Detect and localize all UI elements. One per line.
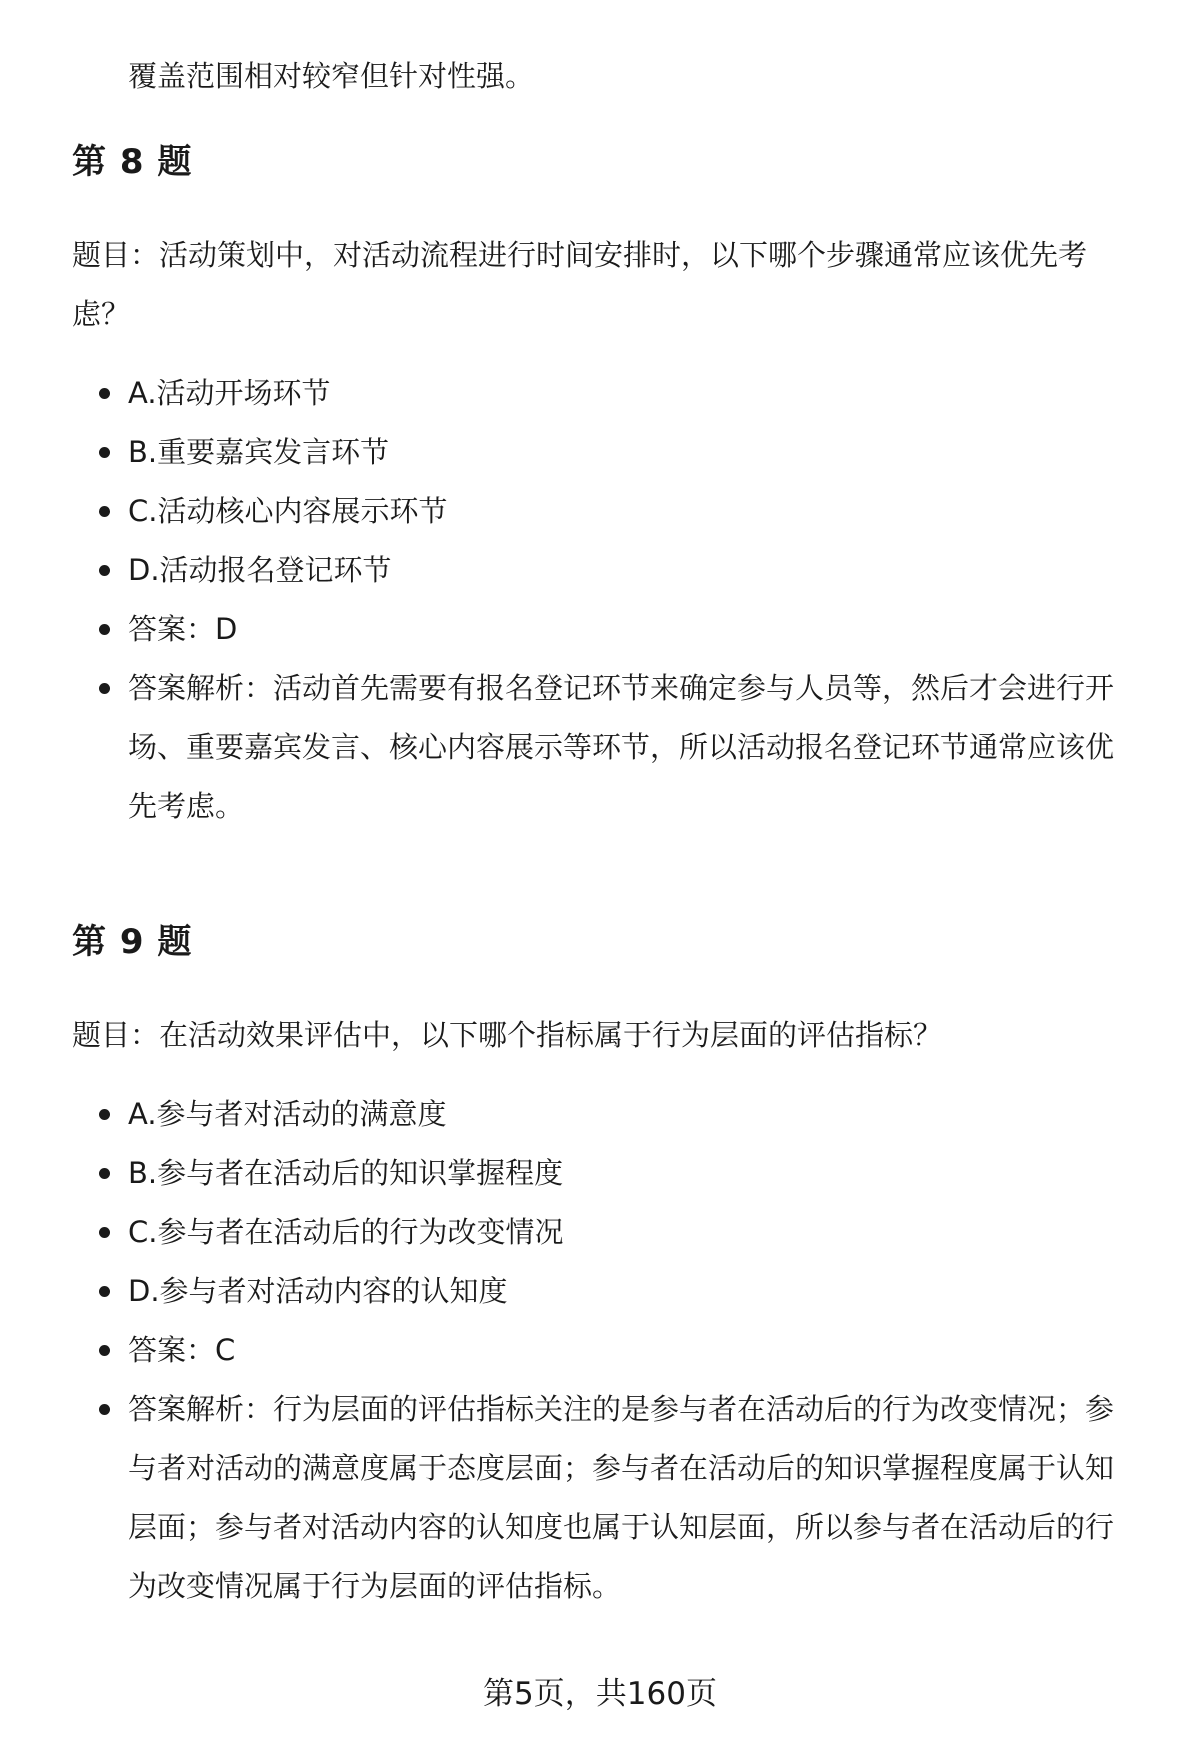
bullet-icon	[99, 1345, 110, 1356]
option-item-c	[72, 1203, 1142, 1262]
option-list	[72, 1085, 1142, 1616]
question-text: 题目：在活动效果评估中，以下哪个指标属于行为层面的评估指标？	[72, 1018, 943, 1052]
option-label: D.参与者对活动内容的认知度	[128, 1274, 508, 1308]
bullet-icon	[99, 1227, 110, 1238]
explanation-text: 答案解析：行为层面的评估指标关注的是参与者在活动后的行为改变情况；参与者对活动的满意度属于态度层面；参与者在活动后的知识掌握程度属于认知层面；参与者对活动内容的认知度也属于认知层面，所以参与者在活动后的行为改变情况属于行为层面的评估指标。	[128, 1392, 1115, 1603]
bullet-icon	[99, 624, 110, 635]
page-number: 第5页，共160页	[483, 1676, 717, 1712]
option-item-a	[72, 1085, 1142, 1144]
option-label: D.活动报名登记环节	[128, 553, 392, 587]
option-item-c	[72, 482, 1142, 541]
question-text: 题目：活动策划中，对活动流程进行时间安排时，以下哪个步骤通常应该优先考虑？	[72, 238, 1088, 331]
option-label: C.参与者在活动后的行为改变情况	[128, 1215, 564, 1249]
question-block-8	[72, 140, 1142, 836]
bullet-icon	[99, 1286, 110, 1297]
bullet-icon	[99, 1109, 110, 1120]
option-item-b	[72, 423, 1142, 482]
option-list	[72, 364, 1142, 836]
option-label: C.活动核心内容展示环节	[128, 494, 448, 528]
option-label: A.参与者对活动的满意度	[128, 1097, 447, 1131]
answer-text: 答案：D	[128, 612, 238, 646]
explanation-item	[72, 1380, 1142, 1616]
option-label: B.参与者在活动后的知识掌握程度	[128, 1156, 564, 1190]
continuation-text: 覆盖范围相对较窄但针对性强。	[128, 59, 535, 93]
option-item-a	[72, 364, 1142, 423]
bullet-icon	[99, 1404, 110, 1415]
question-heading: 第 8 题	[72, 142, 193, 182]
option-item-d	[72, 541, 1142, 600]
bullet-icon	[99, 565, 110, 576]
explanation-item	[72, 659, 1142, 836]
bullet-icon	[99, 388, 110, 399]
option-item-d	[72, 1262, 1142, 1321]
option-item-b	[72, 1144, 1142, 1203]
bullet-icon	[99, 1168, 110, 1179]
answer-item	[72, 600, 1142, 659]
option-label: A.活动开场环节	[128, 376, 331, 410]
explanation-text: 答案解析：活动首先需要有报名登记环节来确定参与人员等，然后才会进行开场、重要嘉宾发言、核心内容展示等环节，所以活动报名登记环节通常应该优先考虑。	[128, 671, 1115, 823]
bullet-icon	[99, 683, 110, 694]
answer-item	[72, 1321, 1142, 1380]
bullet-icon	[99, 447, 110, 458]
option-label: B.重要嘉宾发言环节	[128, 435, 390, 469]
question-heading: 第 9 题	[72, 922, 193, 962]
question-block-9	[72, 920, 1142, 1616]
answer-text: 答案：C	[128, 1333, 236, 1367]
bullet-icon	[99, 506, 110, 517]
